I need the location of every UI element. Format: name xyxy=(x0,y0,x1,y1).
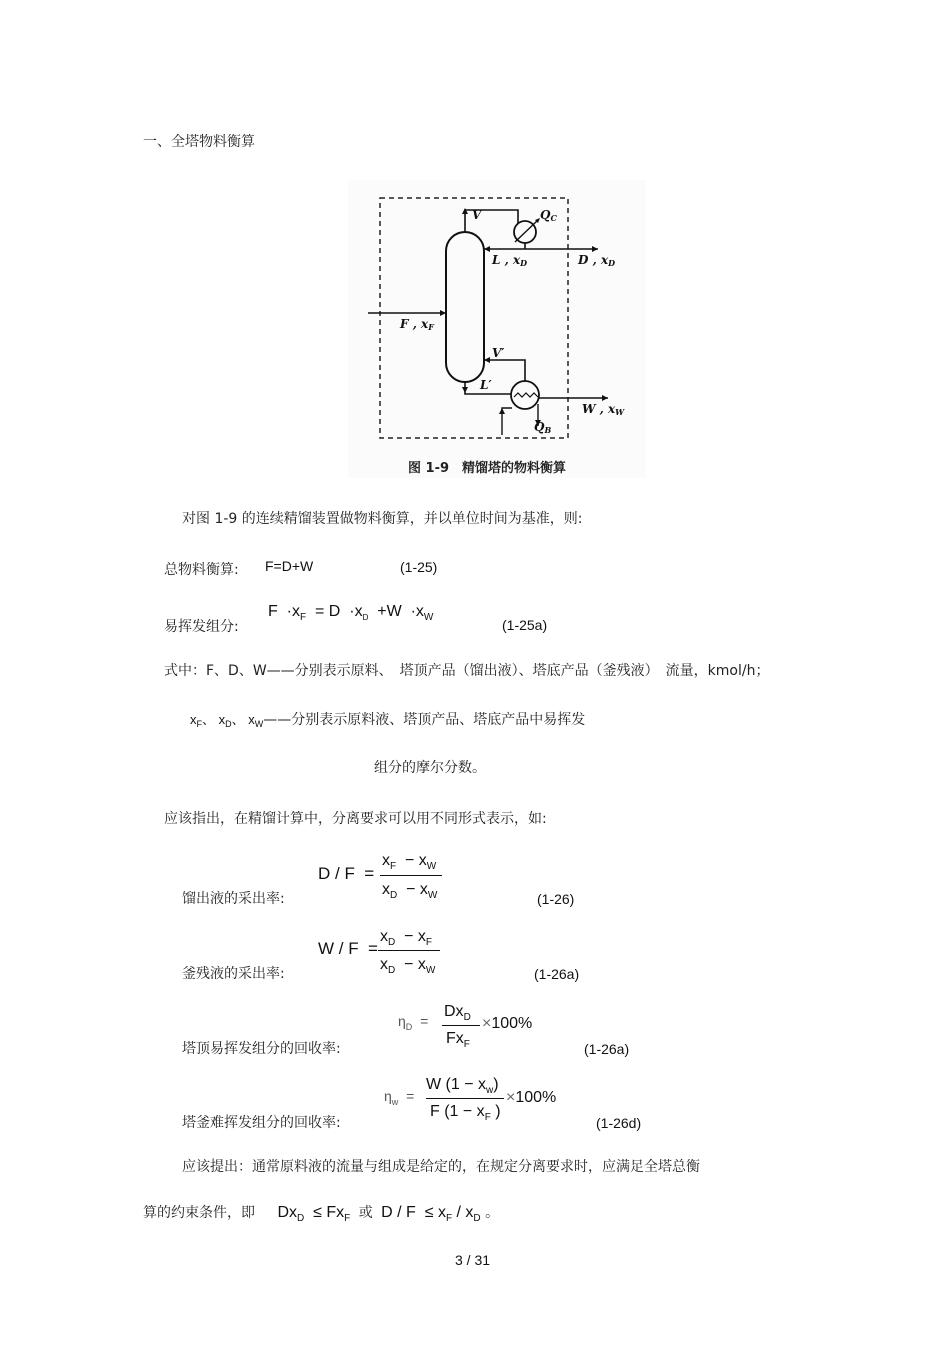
eq-bottom-recovery-formula: $\eta_w$ = W $(1 - x_w)$ F ($1 - x_F$ ) ×100% xyxy=(384,1076,557,1123)
figure-caption: 图 1-9 精馏塔的物料衡算 xyxy=(408,461,567,476)
label-F: F , xF xyxy=(400,317,434,332)
eq-bottoms-label: 釜残液的采出率: xyxy=(182,966,285,982)
eq-volatile-number: (1-25a) xyxy=(502,617,548,633)
distillation-column-diagram xyxy=(348,180,646,478)
constraint-end: 。 xyxy=(485,1205,500,1221)
eq-total-label: 总物料衡算: xyxy=(164,562,239,578)
eq-total-number: (1-25) xyxy=(400,559,438,575)
eq-distillate-formula: D / F = $x_F - x_W$ $x_D - x_W$ xyxy=(318,852,448,902)
where-x-line: $x_F$、 $x_D$、 $x_W——$分别表示原料液、塔顶产品、塔底产品中易挥发 xyxy=(190,712,586,729)
constraint-prefix: 算的约束条件，即 xyxy=(143,1205,255,1221)
where-x-text: ——分别表示原料液、塔顶产品、塔底产品中易挥发 xyxy=(263,712,586,728)
page-number: 3 / 31 xyxy=(455,1252,491,1268)
intro-paragraph: 对图 1-9 的连续精馏装置做物料衡算，并以单位时间为基准，则: xyxy=(182,511,583,527)
distillation-figure xyxy=(348,180,646,478)
section-title: 一、全塔物料衡算 xyxy=(143,134,255,150)
label-D: D , xD xyxy=(578,253,616,268)
label-V: V xyxy=(472,208,482,222)
eq-top-recovery-formula: $\eta_D$ = $Dx_D$ $Fx_F$ ×100% xyxy=(398,1003,533,1050)
label-Qb: QB xyxy=(534,420,552,435)
eq-bottom-recovery-label: 塔釜难挥发组分的回收率: xyxy=(182,1115,341,1131)
where-x-line2: 组分的摩尔分数。 xyxy=(374,760,486,776)
label-Vprime: V′ xyxy=(492,346,505,360)
eq-top-recovery-number: (1-26a) xyxy=(584,1041,630,1057)
column-body xyxy=(446,232,484,382)
eq-top-recovery-label: 塔顶易挥发组分的回收率: xyxy=(182,1041,341,1057)
eq-distillate-label: 馏出液的采出率: xyxy=(182,891,285,907)
eq-bottoms-number: (1-26a) xyxy=(534,966,580,982)
constraint-or: 或 xyxy=(358,1205,373,1221)
label-Qc: QC xyxy=(540,208,557,223)
label-L: L , xD xyxy=(492,253,528,268)
where-line: 式中：F、D、W——分别表示原料、 塔顶产品（馏出液）、塔底产品（釜残液） 流量，kmol/h； xyxy=(164,663,770,679)
label-Lprime: L′ xyxy=(480,378,492,392)
constraint-line1: 应该提出：通常原料液的流量与组成是给定的，在规定分离要求时，应满足全塔总衡 xyxy=(182,1159,700,1175)
separation-intro: 应该指出，在精馏计算中，分离要求可以用不同形式表示，如: xyxy=(164,811,547,827)
eq-total-formula: F=D+W xyxy=(265,558,314,574)
eq-volatile-formula: $F \cdot x_F = D \cdot x_D +W \cdot x_W$ xyxy=(268,603,434,623)
constraint-line2: 算的约束条件，即 $Dx_D \le Fx_F$ 或 $D / F \le x_F / x_D$ 。 xyxy=(143,1204,500,1224)
label-W: W , xW xyxy=(582,402,625,417)
eq-bottoms-formula: W / F = $x_D - x_F$ $x_D - x_W$ xyxy=(318,928,448,978)
eq-distillate-number: (1-26) xyxy=(537,891,575,907)
eq-bottom-recovery-number: (1-26d) xyxy=(596,1115,642,1131)
eq-volatile-label: 易挥发组分: xyxy=(164,619,239,635)
